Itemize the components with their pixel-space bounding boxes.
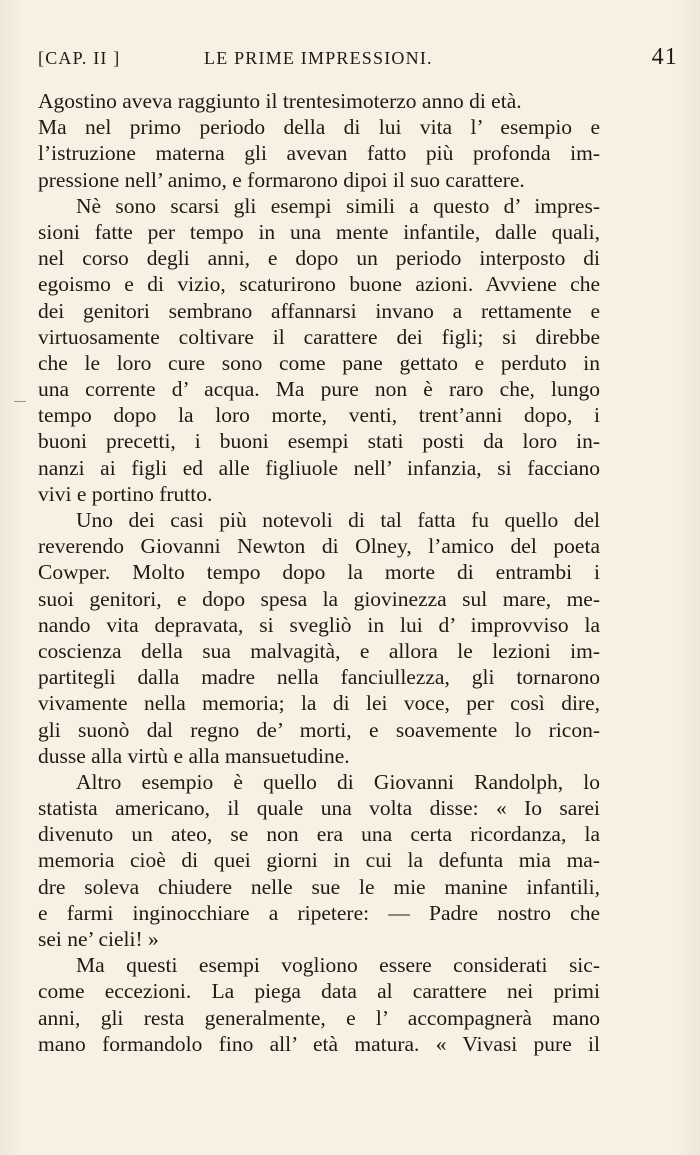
text-line-03: l’istruzione materna gli avevan fatto più profonda im- xyxy=(38,141,600,166)
text-line-13: tempo dopo la loro morte, venti, trent’anni dopo, i xyxy=(38,403,600,428)
text-line-26: dusse alla virtù e alla mansuetudine. xyxy=(38,743,350,768)
text-line-33: sei ne’ cieli! » xyxy=(38,927,159,951)
text-line-23: partitegli dalla madre nella fanciullezza, gli tornarono xyxy=(38,665,600,690)
text-line-15: nanzi ai figli ed alle figliuole nell’ infanzia, si facciano xyxy=(38,455,600,480)
text-line-18: reverendo Giovanni Newton di Olney, l’amico del poeta xyxy=(38,534,600,559)
running-header xyxy=(38,44,678,72)
text-line-07: nel corso degli anni, e dopo un periodo interposto di xyxy=(38,246,600,271)
text-line-06: sioni fatte per tempo in una mente infantile, dalle quali, xyxy=(38,219,600,244)
text-line-24: vivamente nella memoria; la di lei voce, per così dire, xyxy=(38,691,600,716)
chapter-label: [CAP. II ] xyxy=(38,48,121,68)
text-line-05: Nè sono scarsi gli esempi simili a questo d’ impres- xyxy=(76,193,600,218)
text-line-31: dre soleva chiudere nelle sue le mie manine infantili, xyxy=(38,874,600,899)
text-line-21: nando vita depravata, si svegliò in lui d’ improvviso la xyxy=(38,612,600,637)
text-line-12: una corrente d’ acqua. Ma pure non è raro che, lungo xyxy=(38,377,600,402)
text-line-04: pressione nell’ animo, e formarono dipoi il suo carattere. xyxy=(38,167,525,192)
text-line-02: Ma nel primo periodo della di lui vita l’ esempio e xyxy=(38,115,600,140)
text-line-19: Cowper. Molto tempo dopo la morte di entrambi i xyxy=(38,560,600,585)
margin-mark xyxy=(14,401,26,402)
text-line-14: buoni precetti, i buoni esempi stati posti da loro in- xyxy=(38,429,600,454)
text-line-35: come eccezioni. La piega data al carattere nei primi xyxy=(38,979,600,1004)
text-line-16: vivi e portino frutto. xyxy=(38,481,213,506)
text-line-29: divenuto un ateo, se non era una certa ricordanza, la xyxy=(38,822,600,847)
text-line-27: Altro esempio è quello di Giovanni Randolph, lo xyxy=(76,769,600,794)
text-line-20: suoi genitori, e dopo spesa la giovinezza sul mare, me- xyxy=(38,586,600,611)
text-line-08: egoismo e di vizio, scaturirono buone azioni. Avviene che xyxy=(38,272,600,297)
text-line-11: che le loro cure sono come pane gettato e perduto in xyxy=(38,350,600,375)
text-line-09: dei genitori sembrano affannarsi invano a rettamente e xyxy=(38,298,600,323)
text-line-22: coscienza della sua malvagità, e allora le lezioni im- xyxy=(38,638,600,663)
page-number: 41 xyxy=(651,44,678,70)
text-line-10: virtuosamente coltivare il carattere dei figli; si direbbe xyxy=(38,324,600,349)
text-line-25: gli suonò dal regno de’ morti, e soavemente lo ricon- xyxy=(38,717,600,742)
text-line-37: mano formandolo fino all’ età matura. « Vivasi pure il xyxy=(38,1031,600,1056)
text-line-36: anni, gli resta generalmente, e l’ accompagnerà mano xyxy=(38,1005,600,1030)
text-line-32: e farmi inginocchiare a ripetere: — Padre nostro che xyxy=(38,900,600,925)
body-text xyxy=(38,88,600,1057)
text-line-28: statista americano, il quale una volta disse: « Io sarei xyxy=(38,796,600,821)
text-line-01: Agostino aveva raggiunto il trentesimoterzo anno di età. xyxy=(38,89,522,113)
running-title: LE PRIME IMPRESSIONI. xyxy=(204,48,433,68)
text-line-30: memoria cioè di quei giorni in cui la defunta mia ma- xyxy=(38,848,600,873)
text-line-34: Ma questi esempi vogliono essere considerati sic- xyxy=(76,953,600,978)
text-line-17: Uno dei casi più notevoli di tal fatta fu quello del xyxy=(76,508,600,532)
